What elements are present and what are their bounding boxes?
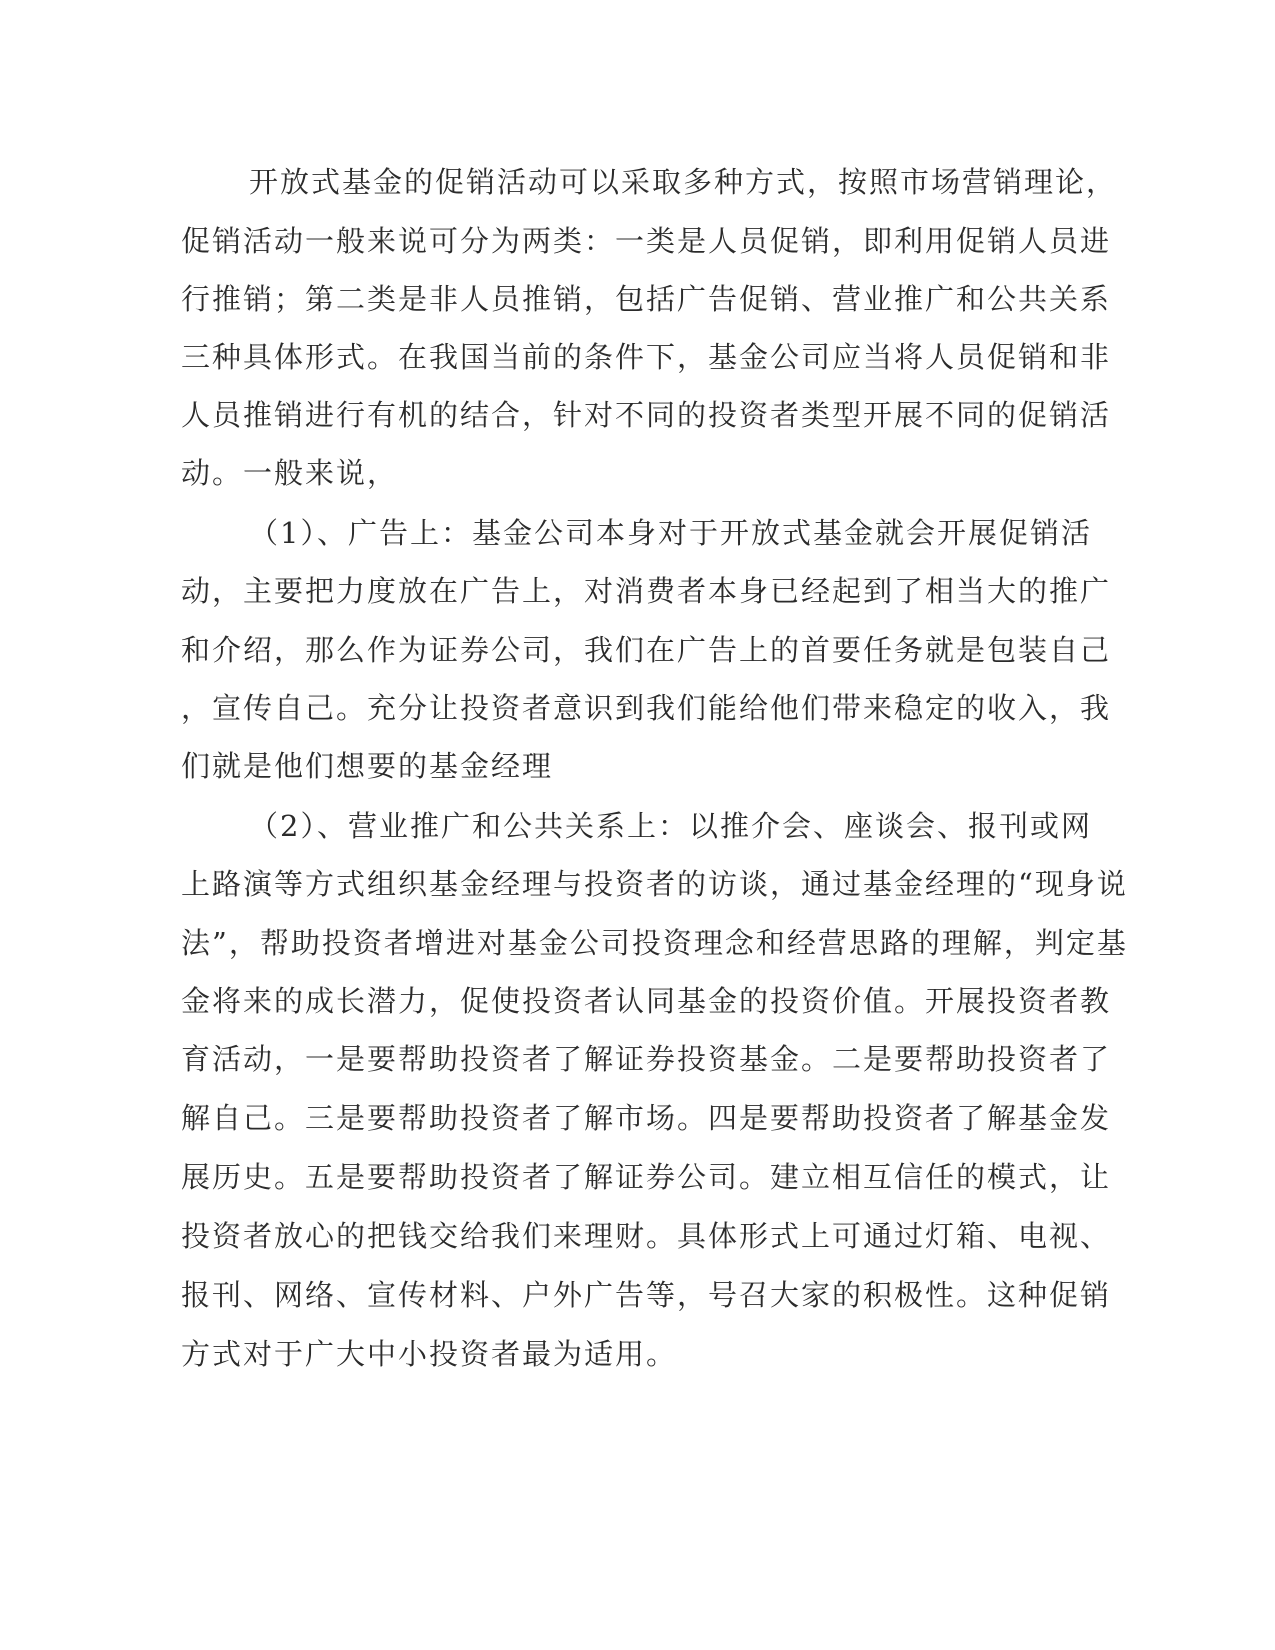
paragraph-3-line-2: 上路演等方式组织基金经理与投资者的访谈，通过基金经理的“现身说 xyxy=(181,867,1128,901)
paragraph-1-line-5: 人员推销进行有机的结合，针对不同的投资者类型开展不同的促销活 xyxy=(181,398,1112,432)
paragraph-1-line-2: 促销活动一般来说可分为两类：一类是人员促销，即利用促销人员进 xyxy=(181,224,1112,258)
paragraph-3-line-8: 投资者放心的把钱交给我们来理财。具体形式上可通过灯箱、电视、 xyxy=(181,1219,1112,1253)
paragraph-3-line-5: 育活动，一是要帮助投资者了解证券投资基金。二是要帮助投资者了 xyxy=(181,1042,1112,1076)
paragraph-2-line-3: 和介绍，那么作为证券公司，我们在广告上的首要任务就是包装自己 xyxy=(181,633,1112,667)
paragraph-3-line-10: 方式对于广大中小投资者最为适用。 xyxy=(181,1337,678,1371)
paragraph-2-line-5: 们就是他们想要的基金经理 xyxy=(181,749,554,783)
paragraph-2-line-2: 动，主要把力度放在广告上，对消费者本身已经起到了相当大的推广 xyxy=(181,574,1112,608)
paragraph-3-line-4: 金将来的成长潜力，促使投资者认同基金的投资价值。开展投资者教 xyxy=(181,984,1112,1018)
paragraph-2-line-4: ，宣传自己。充分让投资者意识到我们能给他们带来稳定的收入，我 xyxy=(181,691,1112,725)
paragraph-1-line-6: 动。一般来说， xyxy=(181,456,399,490)
paragraph-1-line-4: 三种具体形式。在我国当前的条件下，基金公司应当将人员促销和非 xyxy=(181,340,1112,374)
paragraph-3-line-9: 报刊、网络、宣传材料、户外广告等，号召大家的积极性。这种促销 xyxy=(181,1278,1112,1312)
paragraph-1-line-3: 行推销；第二类是非人员推销，包括广告促销、营业推广和公共关系 xyxy=(181,282,1112,316)
paragraph-3-line-3: 法”，帮助投资者增进对基金公司投资理念和经营思路的理解，判定基 xyxy=(181,926,1128,960)
paragraph-1-line-1: 开放式基金的促销活动可以采取多种方式，按照市场营销理论， xyxy=(249,165,1118,199)
paragraph-3-line-7: 展历史。五是要帮助投资者了解证券公司。建立相互信任的模式，让 xyxy=(181,1160,1112,1194)
paragraph-3-line-1: （2）、营业推广和公共关系上：以推介会、座谈会、报刊或网 xyxy=(249,809,1092,843)
paragraph-3-line-6: 解自己。三是要帮助投资者了解市场。四是要帮助投资者了解基金发 xyxy=(181,1101,1112,1135)
paragraph-2-line-1: （1）、广告上：基金公司本身对于开放式基金就会开展促销活 xyxy=(249,516,1092,550)
